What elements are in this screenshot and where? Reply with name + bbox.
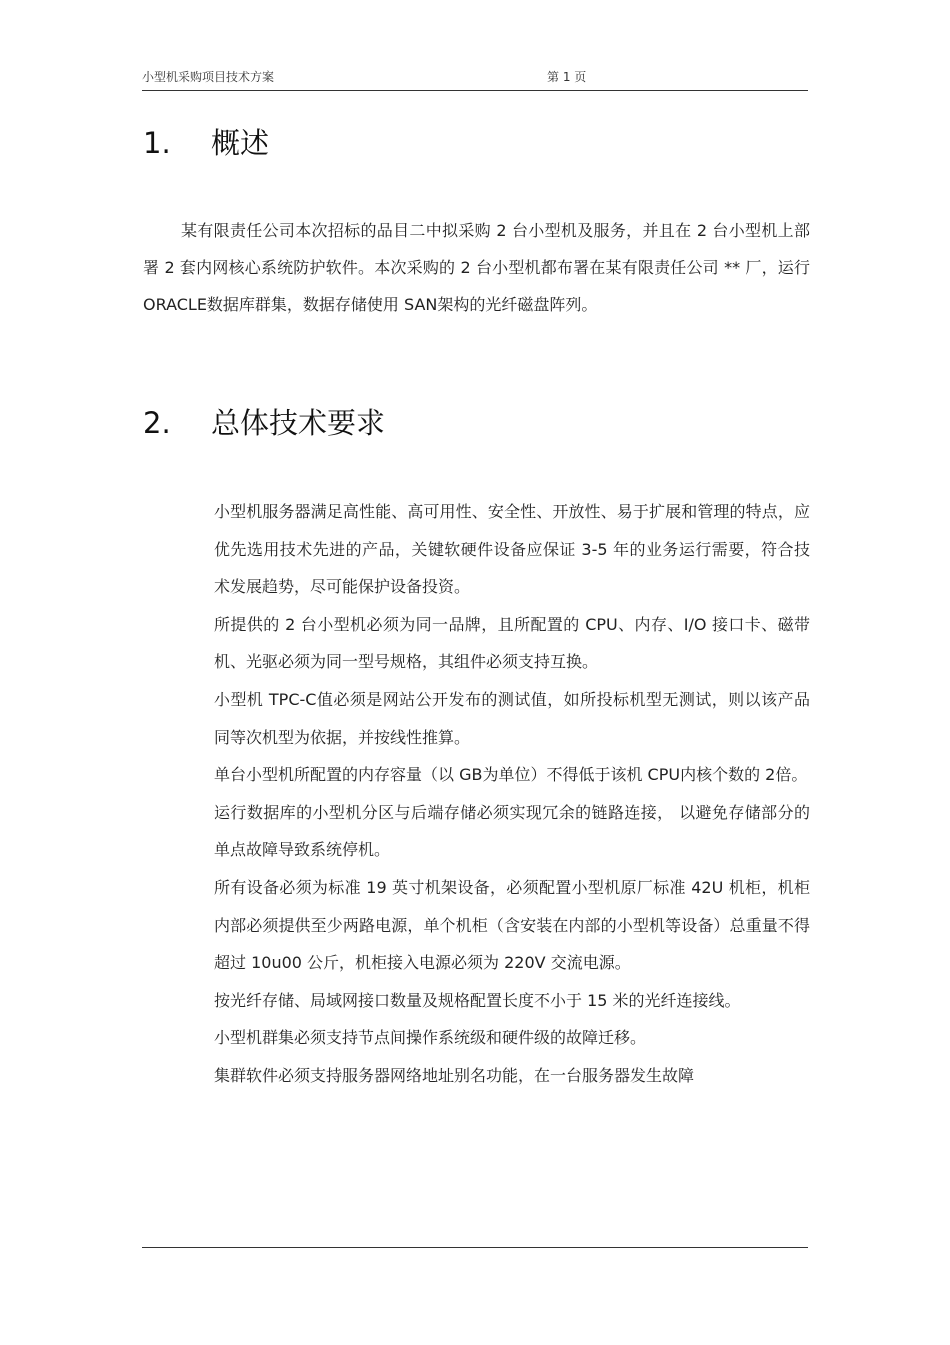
section-2-heading bbox=[143, 401, 385, 442]
list-item: 所有设备必须为标准 19 英寸机架设备，必须配置小型机原厂标准 42U 机柜，机柜内部必须提供至少两路电源，单个机柜（含安装在内部的小型机等设备）总重量不得超过 10u00 公斤，机柜接入电源必须为 220V 交流电源。 bbox=[214, 877, 810, 973]
list-item: 小型机 TPC-C值必须是网站公开发布的测试值，如所投标机型无测试，则以该产品同等次机型为依据，并按线性推算。 bbox=[214, 689, 810, 747]
footer-divider bbox=[142, 1247, 808, 1248]
list-item: 集群软件必须支持服务器网络地址别名功能，在一台服务器发生故障 bbox=[214, 1065, 695, 1085]
section-1-number: 1. bbox=[143, 126, 171, 160]
section-1-heading bbox=[143, 121, 269, 162]
header-page-number: 第 1 页 bbox=[547, 70, 587, 84]
list-item: 按光纤存储、局域网接口数量及规格配置长度不小于 15 米的光纤连接线。 bbox=[214, 990, 741, 1010]
page-header bbox=[142, 66, 808, 91]
section-2-number: 2. bbox=[143, 406, 171, 440]
section-1-title: 概述 bbox=[211, 126, 270, 160]
header-doc-title: 小型机采购项目技术方案 bbox=[142, 70, 275, 84]
list-item: 小型机群集必须支持节点间操作系统级和硬件级的故障迁移。 bbox=[214, 1028, 647, 1048]
list-item: 小型机服务器满足高性能、高可用性、安全性、开放性、易于扩展和管理的特点，应优先选用技术先进的产品，关键软硬件设备应保证 3-5 年的业务运行需要，符合技术发展趋势，尽可能保护设备投资。 bbox=[214, 502, 810, 597]
list-item: 运行数据库的小型机分区与后端存储必须实现冗余的链路连接， 以避免存储部分的单点故障导致系统停机。 bbox=[214, 802, 810, 860]
list-item: 所提供的 2 台小型机必须为同一品牌，且所配置的 CPU、内存、I/O 接口卡、磁带机、光驱必须为同一型号规格，其组件必须支持互换。 bbox=[214, 614, 810, 672]
list-item: 单台小型机所配置的内存容量（以 GB为单位）不得低于该机 CPU内核个数的 2倍。 bbox=[214, 765, 808, 785]
section-1-paragraph: 某有限责任公司本次招标的品目二中拟采购 2 台小型机及服务，并且在 2 台小型机上部署 2 套内网核心系统防护软件。本次采购的 2 台小型机都布署在某有限责任公司 ** 厂，运行 ORACLE数据库群集，数据存储使用 SAN架构的光纤磁盘阵列。 bbox=[143, 221, 810, 314]
requirements-list bbox=[214, 493, 810, 1095]
section-2-title: 总体技术要求 bbox=[211, 406, 386, 440]
